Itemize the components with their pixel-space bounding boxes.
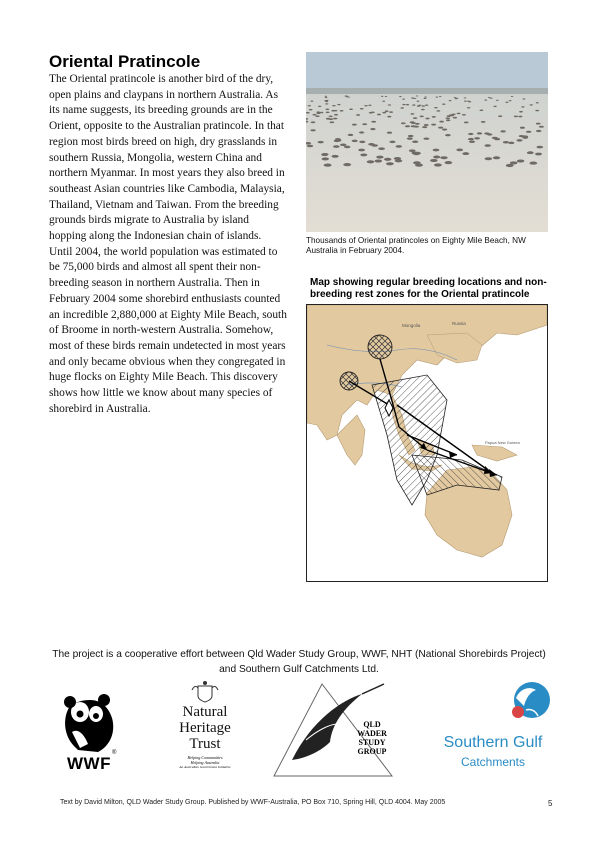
bird-silhouette: [456, 149, 463, 152]
bird-silhouette: [322, 157, 329, 160]
bird-silhouette: [522, 137, 528, 139]
bird-silhouette: [490, 98, 493, 99]
map-title-line: breeding rest zones for the Oriental pratincole: [310, 289, 530, 300]
bird-silhouette: [477, 132, 482, 134]
coat-of-arms-icon: [190, 680, 220, 704]
bird-silhouette: [492, 137, 498, 139]
bird-silhouette: [360, 108, 364, 109]
bird-silhouette: [424, 124, 429, 126]
bird-silhouette: [377, 114, 381, 116]
body-line: most of these birds remain undetected in most years: [49, 339, 286, 352]
bird-silhouette: [493, 106, 496, 107]
bird-silhouette: [396, 145, 402, 148]
bird-silhouette: [435, 97, 438, 98]
bird-silhouette: [331, 110, 335, 112]
body-line: of Broome in north-western Australia. Somehow,: [49, 324, 274, 337]
body-line: northern Myanmar. In most years they also breed in: [49, 167, 285, 180]
bird-silhouette: [309, 109, 313, 111]
bird-silhouette: [457, 113, 461, 115]
bird-silhouette: [316, 111, 320, 113]
bird-silhouette: [430, 159, 438, 162]
bird-silhouette: [506, 164, 514, 167]
bird-silhouette: [481, 121, 486, 123]
new-guinea-landmass: [472, 445, 517, 461]
bird-silhouette: [310, 100, 313, 101]
nht-logo: [172, 680, 238, 784]
qwsg-logo-line: QLD: [363, 720, 381, 729]
article-body: [49, 72, 295, 417]
bird-silhouette: [423, 138, 429, 140]
bird-silhouette: [522, 98, 525, 99]
bird-silhouette: [388, 104, 391, 105]
bird-silhouette: [439, 121, 444, 123]
bird-silhouette: [402, 99, 405, 100]
photo-sky: [306, 52, 548, 92]
bird-silhouette: [496, 100, 499, 101]
bird-silhouette: [413, 117, 417, 119]
bird-silhouette: [425, 118, 429, 120]
bird-silhouette: [462, 152, 469, 155]
qwsg-logo-text: [350, 720, 394, 756]
body-line: and only became obvious when they congregated in: [49, 355, 286, 368]
bird-silhouette: [376, 156, 383, 159]
bird-silhouette: [387, 132, 392, 134]
bird-silhouette: [420, 116, 424, 118]
bird-silhouette: [416, 101, 419, 102]
body-line: Orient, opposite to the Australian pratincole. In that: [49, 120, 285, 133]
bird-silhouette: [324, 163, 332, 166]
bird-silhouette: [445, 161, 453, 164]
bird-silhouette: [452, 113, 456, 115]
bird-silhouette: [359, 131, 364, 133]
qwsg-logo-line: STUDY: [358, 738, 386, 747]
bird-silhouette: [401, 122, 406, 124]
bird-silhouette: [484, 132, 489, 134]
fish-bird-icon: [496, 680, 556, 730]
bird-silhouette: [527, 151, 534, 154]
qwsg-logo: [272, 680, 394, 780]
bird-silhouette: [349, 108, 353, 109]
bird-silhouette: [517, 139, 523, 141]
qwsg-logo-line: WADER: [357, 729, 387, 738]
body-line: region most birds breed on high, dry grasslands in: [49, 135, 278, 148]
bird-silhouette: [529, 162, 537, 165]
bird-silhouette: [422, 105, 425, 106]
bird-silhouette: [454, 97, 457, 98]
bird-silhouette: [505, 102, 508, 103]
bird-silhouette: [530, 104, 533, 105]
map-label-png: Papua New Guinea: [485, 440, 520, 445]
map-title: [310, 277, 556, 301]
bird-silhouette: [407, 137, 413, 139]
nht-tagline: An Australian Government Initiative: [179, 765, 231, 769]
bird-silhouette: [422, 126, 427, 128]
photo-horizon: [306, 88, 548, 94]
bird-silhouette: [371, 121, 376, 123]
bird-silhouette: [468, 138, 474, 140]
bird-silhouette: [389, 141, 395, 144]
bird-silhouette: [394, 157, 401, 160]
bird-silhouette: [536, 123, 541, 125]
bird-silhouette: [439, 96, 442, 97]
bird-silhouette: [405, 125, 410, 127]
bird-silhouette: [358, 149, 365, 152]
footer-credit: Text by David Milton, QLD Wader Study Group. Published by WWF-Australia, PO Box 710, Spring Hill, QLD 4004. May 2005: [60, 799, 446, 806]
bird-silhouette: [509, 100, 512, 101]
bird-silhouette: [352, 124, 357, 126]
bird-silhouette: [356, 114, 360, 116]
bird-silhouette: [368, 105, 371, 106]
bird-silhouette: [315, 115, 319, 117]
bird-silhouette: [521, 106, 524, 107]
bird-silhouette: [381, 96, 384, 97]
bird-silhouette: [344, 146, 350, 149]
bird-silhouette: [371, 112, 375, 114]
bird-silhouette: [412, 141, 418, 144]
body-line: shows how little we know about many species of: [49, 387, 273, 400]
bird-silhouette: [385, 96, 388, 97]
bird-silhouette: [442, 104, 445, 105]
bird-silhouette: [343, 163, 351, 166]
bird-silhouette: [433, 156, 440, 159]
bird-silhouette: [367, 160, 375, 163]
bird-silhouette: [318, 106, 321, 107]
bird-silhouette: [438, 127, 443, 129]
bird-silhouette: [500, 130, 505, 132]
bird-silhouette: [535, 153, 542, 156]
body-line: The Oriental pratincole is another bird of the dry,: [49, 73, 274, 85]
bird-silhouette: [408, 135, 414, 137]
body-line: shorebird in Australia.: [49, 402, 151, 415]
bird-silhouette: [406, 104, 409, 105]
body-line: huge flocks on Eighty Mile Beach. This discovery: [49, 371, 278, 384]
bird-silhouette: [468, 133, 474, 135]
wwf-registered-mark: ®: [112, 750, 117, 756]
bird-silhouette: [449, 100, 452, 101]
bird-silhouette: [359, 141, 365, 144]
sgc-logo: [430, 680, 556, 776]
bird-silhouette: [387, 116, 391, 118]
bird-silhouette: [333, 118, 337, 120]
bird-silhouette: [468, 101, 471, 102]
nht-logo-line: Heritage: [179, 720, 231, 736]
bird-silhouette: [382, 101, 385, 102]
bird-silhouette: [375, 159, 383, 162]
bird-silhouette: [517, 159, 525, 162]
bird-silhouette: [514, 116, 518, 118]
bird-silhouette: [536, 130, 541, 132]
bird-silhouette: [318, 141, 324, 144]
bird-silhouette: [415, 123, 420, 125]
bird-silhouette: [446, 117, 450, 119]
bird-silhouette: [484, 100, 487, 101]
bird-silhouette: [431, 124, 436, 126]
bird-silhouette: [311, 121, 316, 123]
bird-silhouette: [480, 109, 484, 111]
bird-silhouette: [433, 149, 440, 152]
bird-silhouette: [385, 110, 389, 112]
body-line: southeast Asian countries like Cambodia, Malaysia,: [49, 182, 285, 195]
bird-silhouette: [519, 111, 523, 113]
body-line: Thailand, Vietnam and Taiwan. From the breeding: [49, 198, 279, 211]
bird-silhouette: [330, 121, 335, 123]
bird-silhouette: [334, 114, 338, 116]
bird-silhouette: [378, 147, 385, 150]
bird-silhouette: [417, 105, 420, 106]
body-line: grounds birds migrate to Australia by island: [49, 214, 249, 227]
map-label-russia: Russia: [452, 321, 466, 326]
bird-silhouette: [325, 103, 328, 104]
bird-silhouette: [324, 96, 327, 97]
bird-silhouette: [340, 144, 346, 147]
bird-silhouette: [445, 134, 451, 136]
bird-silhouette: [362, 123, 367, 125]
bird-silhouette: [310, 129, 315, 131]
bird-silhouette: [352, 140, 358, 142]
bird-silhouette: [421, 109, 425, 111]
bird-silhouette: [416, 95, 419, 96]
bird-silhouette: [415, 163, 423, 166]
bird-silhouette: [325, 97, 328, 98]
bird-silhouette: [326, 109, 330, 111]
bird-silhouette: [386, 162, 394, 165]
bird-silhouette: [424, 97, 427, 98]
bird-silhouette: [462, 114, 466, 116]
body-line: Until 2004, the world population was estimated to: [49, 245, 278, 258]
bird-silhouette: [537, 146, 544, 149]
bird-silhouette: [520, 127, 525, 129]
bird-silhouette: [410, 113, 414, 115]
bird-silhouette: [437, 110, 441, 112]
bird-silhouette: [498, 115, 502, 117]
bird-silhouette: [446, 119, 450, 121]
bird-silhouette: [345, 95, 348, 96]
bird-silhouette: [389, 111, 393, 113]
bird-silhouette: [535, 110, 539, 112]
bird-silhouette: [326, 112, 330, 114]
nht-logo-line: Natural: [182, 704, 228, 720]
nht-tagline: Helping Communities: [187, 755, 223, 760]
beach-photo-image: [306, 52, 548, 232]
bird-silhouette: [333, 145, 339, 148]
pratincole-photo: [306, 52, 548, 232]
bird-silhouette: [485, 157, 492, 160]
bird-silhouette: [425, 105, 428, 106]
bird-silhouette: [308, 105, 311, 106]
bird-silhouette: [464, 97, 467, 98]
bird-silhouette: [474, 137, 480, 139]
bird-silhouette: [332, 105, 335, 106]
bird-silhouette: [434, 163, 442, 166]
cooperation-statement: [40, 647, 558, 677]
bird-silhouette: [382, 112, 386, 114]
bird-silhouette: [503, 141, 509, 144]
bird-silhouette: [348, 134, 354, 136]
bird-silhouette: [454, 98, 457, 99]
sgc-logo-line1: Southern Gulf: [443, 734, 543, 751]
bird-silhouette: [518, 116, 522, 118]
bird-silhouette: [412, 104, 415, 105]
nht-tagline: Helping Australia: [190, 760, 220, 765]
bird-silhouette: [400, 107, 404, 108]
bird-silhouette: [411, 98, 414, 99]
nht-logo-line: Trust: [189, 736, 221, 752]
bird-silhouette: [324, 100, 327, 101]
bird-silhouette: [464, 121, 469, 123]
bird-silhouette: [511, 96, 514, 97]
bird-silhouette: [312, 114, 316, 116]
bird-silhouette: [485, 144, 491, 147]
body-line: be 75,000 birds and almost all spent their non-: [49, 261, 261, 274]
bird-silhouette: [335, 138, 341, 140]
bird-silhouette: [442, 128, 447, 130]
bird-silhouette: [423, 98, 426, 99]
body-line: an incredible 2,880,000 at Eighty Mile Beach, south: [49, 308, 287, 321]
bird-silhouette: [432, 116, 436, 118]
page-number: 5: [548, 799, 553, 808]
wwf-logo: [58, 688, 120, 780]
bird-silhouette: [440, 156, 447, 159]
bird-silhouette: [493, 156, 500, 159]
map-title-line: Map showing regular breeding locations and non-: [310, 277, 547, 288]
bird-silhouette: [307, 145, 313, 148]
bird-silhouette: [360, 153, 367, 156]
india-landmass: [337, 415, 365, 465]
bird-silhouette: [399, 96, 402, 97]
bird-silhouette: [508, 142, 514, 145]
bird-silhouette: [370, 128, 375, 130]
sgc-logo-line2: Catchments: [460, 755, 526, 769]
bird-silhouette: [384, 158, 391, 161]
breeding-zone: [368, 335, 392, 359]
body-line: breeding season in northern Australia. Then in: [49, 277, 260, 290]
bird-silhouette: [332, 155, 339, 158]
qwsg-logo-line: GROUP: [357, 747, 387, 756]
bird-silhouette: [464, 100, 467, 101]
body-line: hopping along the Indonesian chain of islands.: [49, 230, 262, 243]
body-line: open plains and claypans in northern Australia. As: [49, 88, 279, 101]
bird-silhouette: [411, 125, 416, 127]
body-line: its name suggests, its breeding grounds are in the: [49, 104, 273, 117]
bird-silhouette: [321, 153, 328, 156]
bird-silhouette: [368, 143, 374, 146]
bird-silhouette: [329, 115, 333, 117]
bird-silhouette: [340, 110, 344, 112]
map-label-mongolia: Mongolia: [402, 323, 421, 328]
bird-silhouette: [469, 140, 475, 142]
bird-silhouette: [326, 118, 330, 120]
bird-silhouette: [337, 104, 340, 105]
bird-silhouette: [453, 117, 457, 119]
cooperation-line: and Southern Gulf Catchments Ltd.: [219, 664, 379, 675]
photo-caption: Thousands of Oriental pratincoles on Eighty Mile Beach, NW Australia in February 2004.: [306, 236, 526, 255]
bird-silhouette: [467, 107, 471, 108]
wwf-logo-text: WWF: [67, 754, 111, 773]
article-title: Oriental Pratincole: [49, 52, 201, 71]
bird-silhouette: [402, 104, 405, 105]
cooperation-line: The project is a cooperative effort between Qld Wader Study Group, WWF, NHT (National Shorebirds Project): [52, 649, 546, 660]
bird-silhouette: [434, 107, 438, 108]
bird-silhouette: [539, 126, 544, 128]
bird-silhouette: [364, 105, 367, 106]
map-svg: [307, 305, 547, 581]
body-line: southern Russia, Mongolia, western China and: [49, 151, 262, 164]
bird-silhouette: [526, 131, 531, 133]
body-line: February 2004 some shorebird enthusiasts counted: [49, 292, 281, 305]
bird-silhouette: [536, 102, 539, 103]
migration-map: [306, 304, 548, 582]
bird-silhouette: [410, 121, 415, 123]
bird-silhouette: [414, 152, 421, 155]
